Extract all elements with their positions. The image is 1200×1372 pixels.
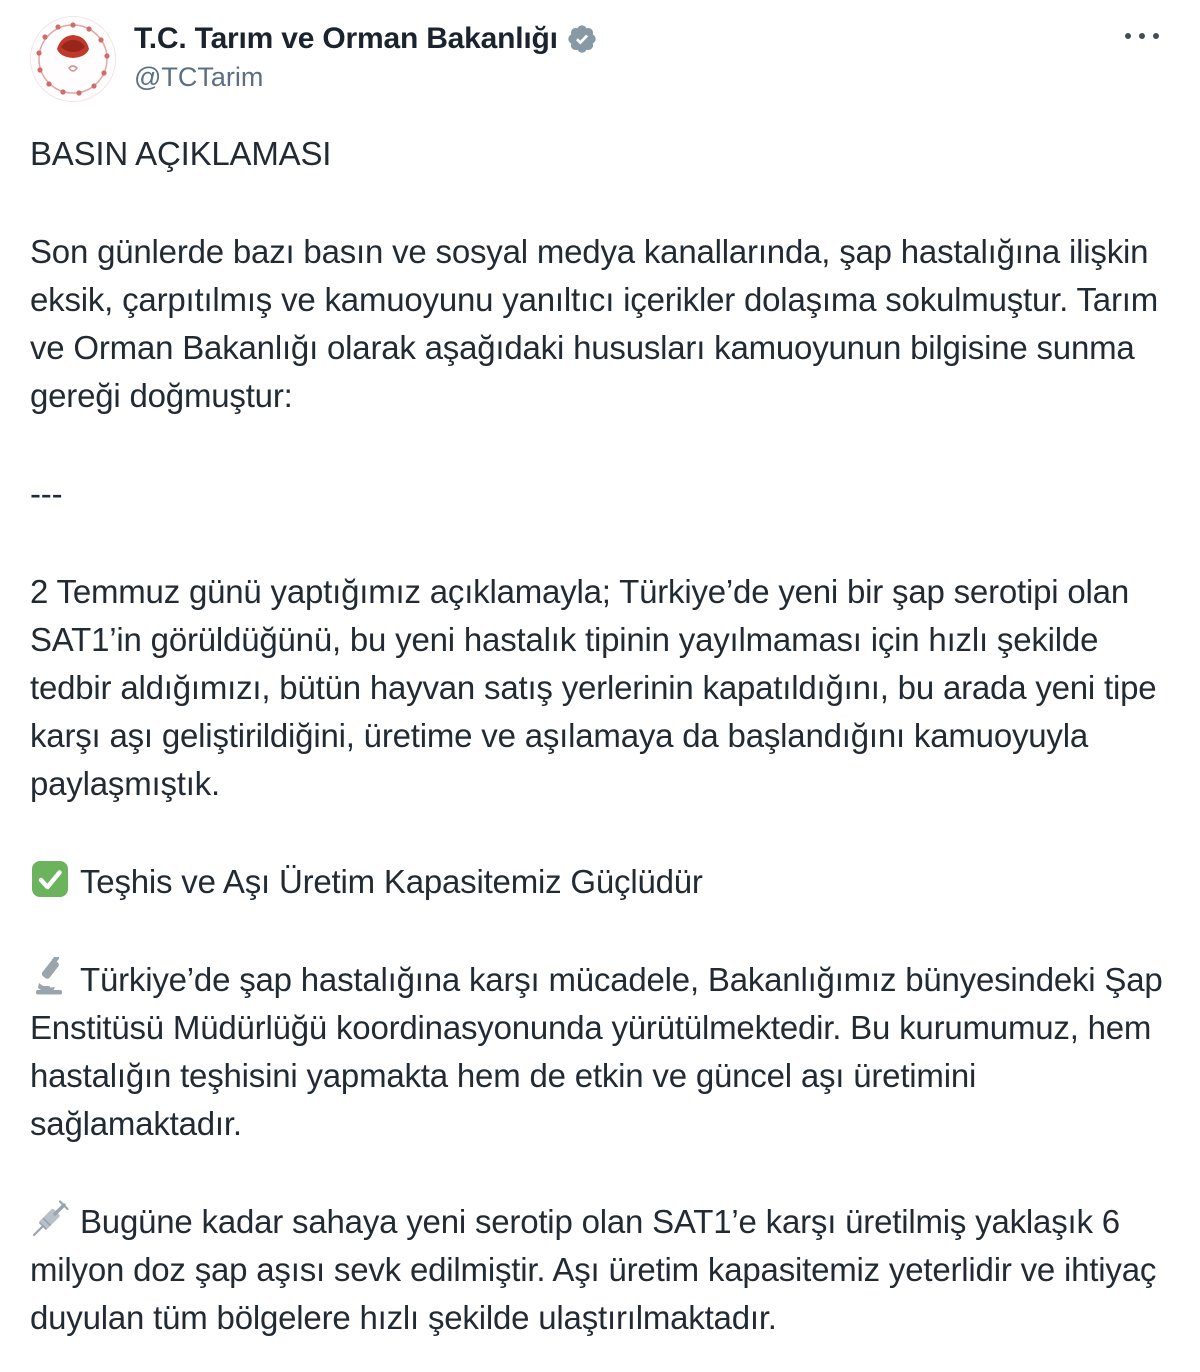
ellipsis-icon: [1122, 30, 1162, 45]
account-handle[interactable]: @TCTarim: [134, 62, 264, 92]
display-name[interactable]: T.C. Tarım ve Orman Bakanlığı: [134, 22, 558, 55]
paragraph-july-statement: 2 Temmuz günü yaptığımız açıklamayla; Türkiye’de yeni bir şap serotipi olan SAT1’in görüldüğünü, bu yeni hastalık tipinin yayılmaması için hızlı şekilde tedbir aldığımızı, bütün hayvan satış yerlerinin kapatıldığını, bu arada yeni tipe karşı aşı geliştirildiğini, üretime ve aşılamaya da başlandığını kamuoyuyla paylaşmıştık.: [30, 573, 1157, 802]
syringe-icon: [30, 1199, 70, 1239]
press-release-title: BASIN AÇIKLAMASI: [30, 135, 332, 172]
green-check-icon: [30, 859, 70, 899]
checklist-heading-text: Teşhis ve Aşı Üretim Kapasitemiz Güçlüdür: [80, 863, 703, 900]
tweet-body: [30, 130, 1168, 1342]
paragraph-vaccine-doses: [30, 1198, 1168, 1342]
paragraph-institute-text: Türkiye’de şap hastalığına karşı mücadele, Bakanlığımız bünyesindeki Şap Enstitüsü Müdürlüğü koordinasyonunda yürütülmektedir. Bu kurumumuz, hem hastalığın teşhisini yapmakta hem de etkin ve güncel aşı üretimini sağlamaktadır.: [30, 961, 1163, 1142]
paragraph-intro: Son günlerde bazı basın ve sosyal medya kanallarında, şap hastalığına ilişkin eksik, çarpıtılmış ve kamuoyunu yanıltıcı içerikler dolaşıma sokulmuştur. Tarım ve Orman Bakanlığı olarak aşağıdaki hususları kamuoyunun bilgisine sunma gereği doğmuştur:: [30, 233, 1158, 414]
paragraph-vaccine-doses-text: Bugüne kadar sahaya yeni serotip olan SAT1’e karşı üretilmiş yaklaşık 6 milyon doz şap aşısı sevk edilmiştir. Aşı üretim kapasitemiz yeterlidir ve ihtiyaç duyulan tüm bölgelere hızlı şekilde ulaştırılmaktadır.: [30, 1203, 1157, 1336]
paragraph-institute: [30, 956, 1168, 1148]
avatar[interactable]: [30, 16, 116, 102]
checklist-heading-line: [30, 858, 1168, 906]
more-options-button[interactable]: [1116, 26, 1168, 46]
author-block: [134, 16, 598, 93]
microscope-icon: [30, 957, 70, 997]
ministry-emblem-icon: [30, 16, 116, 102]
separator-dashes: ---: [30, 475, 63, 512]
verified-badge-icon: [566, 23, 598, 55]
tweet-header: [30, 16, 1168, 102]
